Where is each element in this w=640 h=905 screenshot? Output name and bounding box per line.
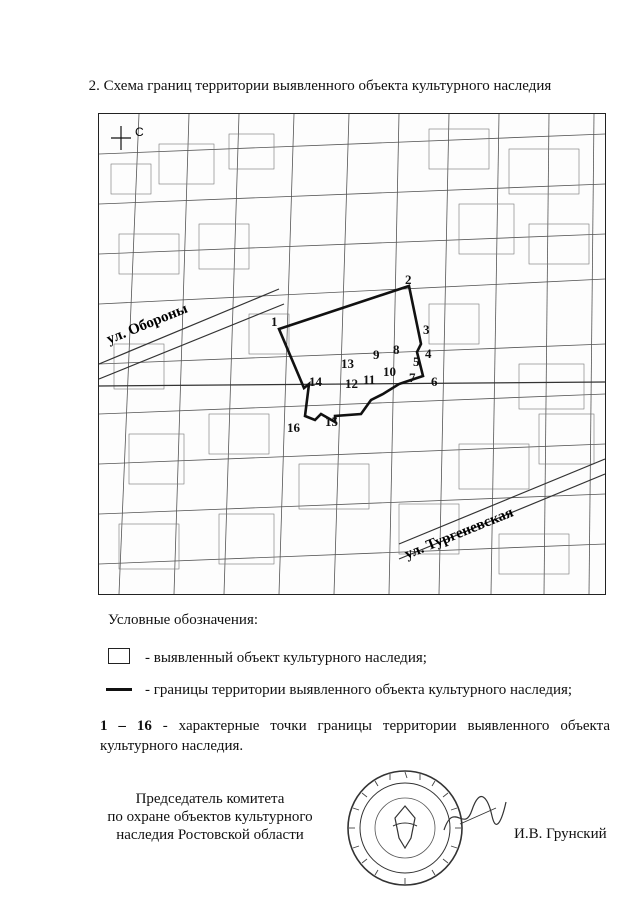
north-arrow-icon: [111, 126, 131, 150]
point-8: 8: [393, 342, 400, 357]
signatory-position: [90, 790, 330, 844]
point-10: 10: [383, 364, 396, 379]
points-legend-label: - характерные точки границы территории выявленного объекта культурного наследия.: [100, 718, 610, 754]
north-label: С: [135, 125, 144, 139]
point-14: 14: [309, 374, 322, 389]
point-15: 15: [325, 414, 338, 429]
point-12: 12: [345, 376, 358, 391]
points-range: 1 – 16: [100, 718, 152, 734]
object-legend-swatch: [108, 648, 130, 664]
street-turgenevskaya-label: ул. Тургеневская: [402, 504, 516, 563]
point-4: 4: [425, 346, 432, 361]
point-13: 13: [341, 356, 354, 371]
cadastral-map: [98, 113, 606, 595]
signatory-name: И.В. Грунский: [514, 826, 607, 842]
point-6: 6: [431, 374, 438, 389]
point-2: 2: [405, 272, 412, 287]
boundary-legend-swatch: [106, 688, 132, 691]
parcel-lines: [99, 114, 605, 594]
point-7: 7: [409, 370, 416, 385]
position-line-2: по охране объектов культурного: [107, 809, 313, 825]
points-legend: [100, 716, 610, 756]
handwritten-signature: [440, 790, 510, 840]
point-5: 5: [413, 354, 420, 369]
point-11: 11: [363, 372, 376, 387]
object-legend-label: - выявленный объект культурного наследия;: [145, 650, 427, 666]
page-heading: 2. Схема границ территории выявленного объекта культурного наследия: [88, 78, 552, 94]
point-3: 3: [423, 322, 430, 337]
point-9: 9: [373, 347, 380, 362]
street-oborony-label: ул. Обороны: [104, 300, 190, 348]
legend-title: Условные обозначения:: [108, 612, 259, 628]
boundary-legend-label: - границы территории выявленного объекта культурного наследия;: [145, 682, 573, 698]
point-1: 1: [271, 314, 278, 329]
position-line-3: наследия Ростовской области: [116, 827, 304, 843]
position-line-1: Председатель комитета: [135, 791, 285, 807]
point-16: 16: [287, 420, 300, 435]
